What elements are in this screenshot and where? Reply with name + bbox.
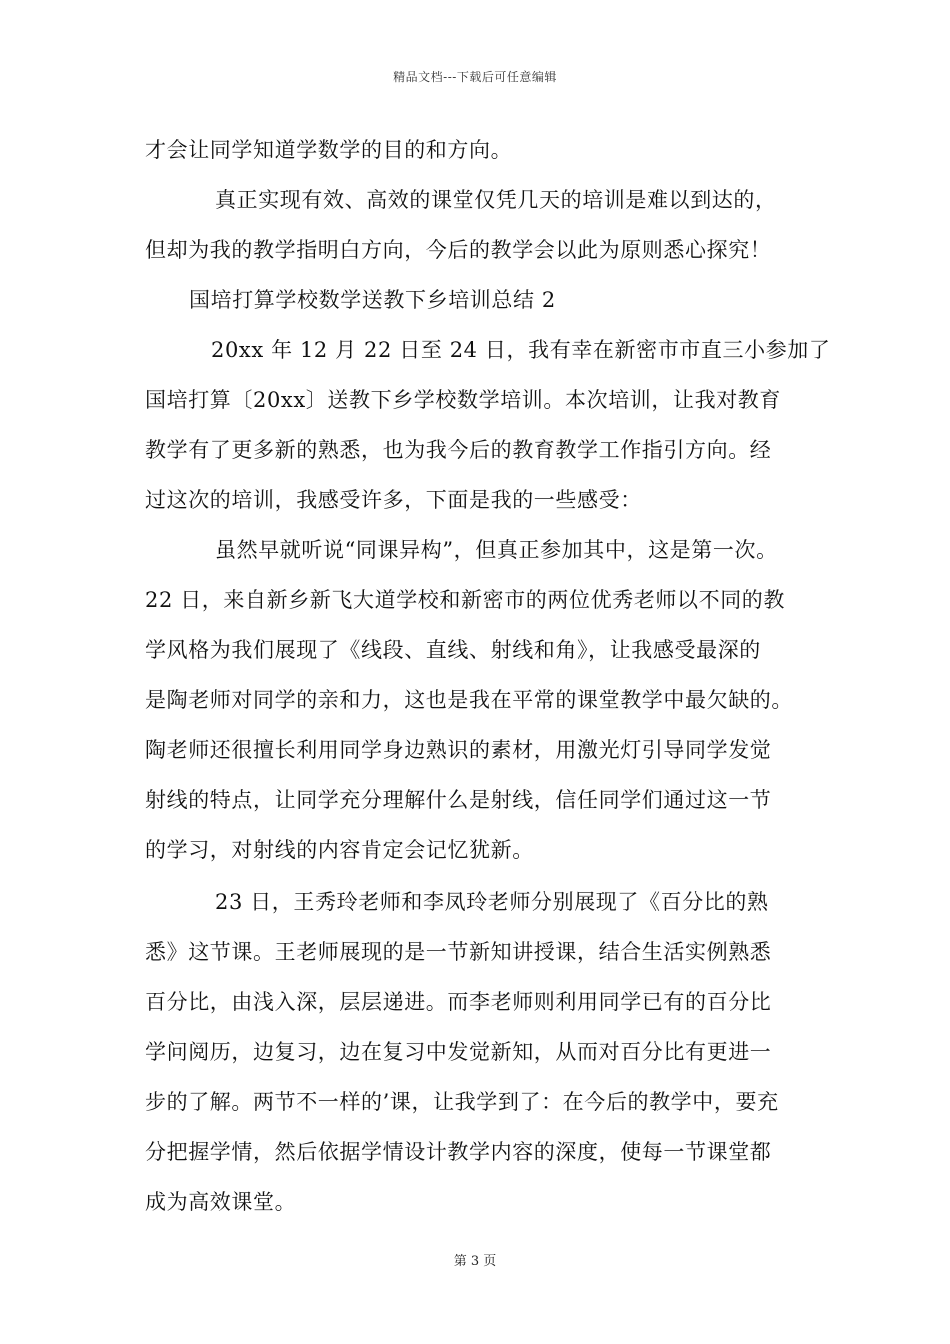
text-line: 23 日，王秀玲老师和李凤玲老师分别展现了《百分比的熟	[215, 890, 769, 914]
page-number: 第 3 页	[453, 1254, 497, 1269]
document-body	[145, 128, 831, 1230]
text-line: 过这次的培训，我感受许多，下面是我的一些感受：	[145, 488, 642, 512]
text-line: 国培打算〔20xx〕送教下乡学校数学培训。本次培训，让我对教育	[145, 388, 782, 412]
text-line: 射线的特点，让同学充分理解什么是射线，信任同学们通过这一节	[145, 788, 772, 812]
text-line: 分把握学情，然后依据学情设计教学内容的深度，使每一节课堂都	[145, 1140, 772, 1164]
text-line: 百分比，由浅入深，层层递进。而李老师则利用同学已有的百分比	[145, 990, 772, 1014]
text-line: 悉》这节课。王老师展现的是一节新知讲授课，结合生活实例熟悉	[145, 940, 772, 964]
text-line: 虽然早就听说“同课异构”，但真正参加其中，这是第一次。	[215, 538, 778, 562]
text-line: 真正实现有效、高效的课堂仅凭几天的培训是难以到达的，	[215, 188, 777, 212]
text-line: 学问阅历，边复习，边在复习中发觉新知，从而对百分比有更进一	[145, 1040, 772, 1064]
section-title: 国培打算学校数学送教下乡培训总结 2	[189, 288, 556, 312]
text-line: 步的了解。两节不一样的’课，让我学到了：在今后的教学中，要充	[145, 1090, 779, 1114]
text-line: 成为高效课堂。	[145, 1190, 297, 1214]
text-line: 但却为我的教学指明白方向，今后的教学会以此为原则悉心探究！	[145, 238, 772, 262]
text-line: 22 日，来自新乡新飞大道学校和新密市的两位优秀老师以不同的教	[145, 588, 785, 612]
text-line: 的学习，对射线的内容肯定会记忆犹新。	[145, 838, 534, 862]
text-line: 学风格为我们展现了《线段、直线、射线和角》，让我感受最深的	[145, 638, 761, 662]
text-line: 才会让同学知道学数学的目的和方向。	[145, 138, 513, 162]
text-line: 陶老师还很擅长利用同学身边熟识的素材，用激光灯引导同学发觉	[145, 738, 772, 762]
page-header: 精品文档---下载后可任意编辑	[393, 70, 557, 84]
text-line: 教学有了更多新的熟悉，也为我今后的教育教学工作指引方向。经	[145, 438, 772, 462]
text-line: 20xx 年 12 月 22 日至 24 日，我有幸在新密市市直三小参加了	[211, 338, 831, 362]
text-line: 是陶老师对同学的亲和力，这也是我在平常的课堂教学中最欠缺的。	[145, 688, 793, 712]
